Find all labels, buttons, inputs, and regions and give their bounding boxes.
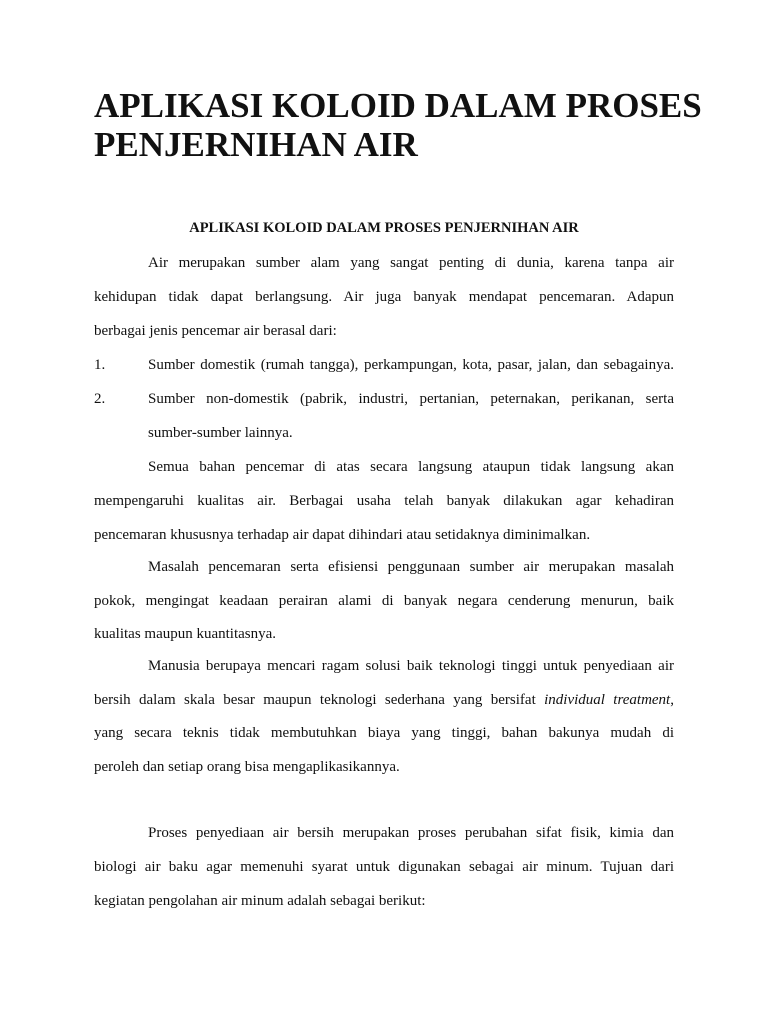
title-line: PENJERNIHAN AIR bbox=[94, 125, 418, 164]
text-line: berbagai jenis pencemar air berasal dari: bbox=[94, 323, 337, 339]
text-line: peroleh dan setiap orang bisa mengaplikasikannya. bbox=[94, 759, 400, 775]
section-heading: APLIKASI KOLOID DALAM PROSES PENJERNIHAN AIR bbox=[189, 220, 579, 236]
list-number: 2. bbox=[94, 391, 106, 407]
text-line: yang secara teknis tidak membutuhkan biaya yang tinggi, bahan bakunya mudah di bbox=[94, 725, 674, 741]
text-line: mempengaruhi kualitas air. Berbagai usaha telah banyak dilakukan agar kehadiran bbox=[94, 493, 674, 509]
text-line: Masalah pencemaran serta efisiensi penggunaan sumber air merupakan masalah bbox=[148, 559, 674, 575]
document-title bbox=[94, 86, 714, 164]
list-item-text: sumber-sumber lainnya. bbox=[148, 425, 293, 441]
text-line: kehidupan tidak dapat berlangsung. Air juga banyak mendapat pencemaran. Adapun bbox=[94, 289, 674, 305]
text-line: pokok, mengingat keadaan perairan alami di banyak negara cenderung menurun, baik bbox=[94, 593, 674, 609]
text-line bbox=[94, 691, 674, 709]
list-item-text: Sumber domestik (rumah tangga), perkampungan, kota, pasar, jalan, dan sebagainya. bbox=[148, 357, 674, 373]
text-line: Air merupakan sumber alam yang sangat penting di dunia, karena tanpa air bbox=[148, 255, 674, 271]
text-line: Manusia berupaya mencari ragam solusi baik teknologi tinggi untuk penyediaan air bbox=[148, 658, 674, 674]
list-item-text: Sumber non-domestik (pabrik, industri, pertanian, peternakan, perikanan, serta bbox=[148, 391, 674, 407]
text-line: Semua bahan pencemar di atas secara langsung ataupun tidak langsung akan bbox=[148, 459, 674, 475]
italic-term: individual treatment bbox=[544, 692, 671, 708]
text-line: kegiatan pengolahan air minum adalah sebagai berikut: bbox=[94, 893, 426, 909]
text-segment: bersih dalam skala besar maupun teknologi sederhana yang bersifat bbox=[94, 692, 545, 708]
text-line: biologi air baku agar memenuhi syarat untuk digunakan sebagai air minum. Tujuan dari bbox=[94, 859, 674, 875]
title-line: APLIKASI KOLOID DALAM PROSES bbox=[94, 86, 702, 125]
text-segment: , bbox=[670, 692, 674, 708]
text-line: pencemaran khususnya terhadap air dapat dihindari atau setidaknya diminimalkan. bbox=[94, 527, 591, 543]
list-number: 1. bbox=[94, 357, 106, 373]
text-line: kualitas maupun kuantitasnya. bbox=[94, 626, 277, 642]
text-line: Proses penyediaan air bersih merupakan proses perubahan sifat fisik, kimia dan bbox=[148, 825, 674, 841]
